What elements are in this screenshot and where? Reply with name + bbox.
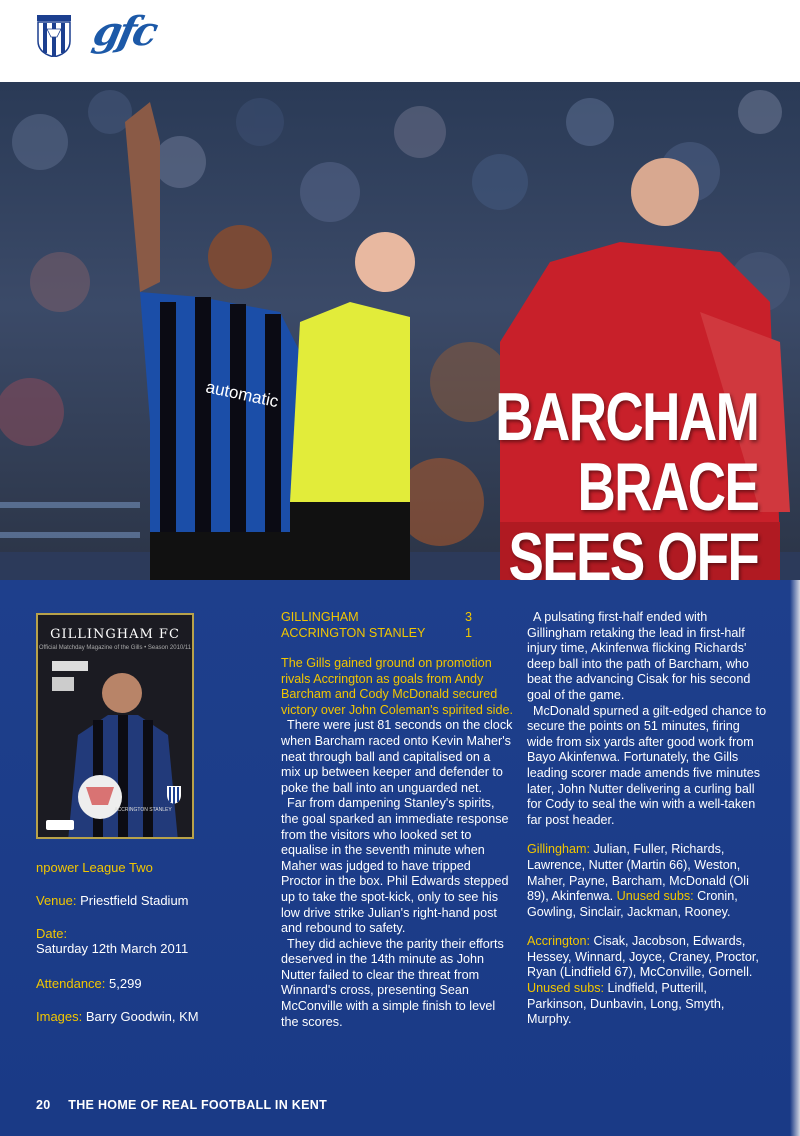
attendance-label: Attendance: xyxy=(36,976,106,991)
article-column-1 xyxy=(281,610,513,1030)
date-value: Saturday 12th March 2011 xyxy=(36,941,189,956)
gillingham-crest-icon xyxy=(37,15,71,57)
competition-name: npower League Two xyxy=(36,860,153,875)
article-paragraph: They did achieve the parity their efforts deserved in the 14th minute as John Nutter failed to clear the threat from Winnard's cross, presenting Sean McConville with a simple finish to level the scores. xyxy=(281,936,504,1029)
away-score: 1 xyxy=(465,626,473,640)
venue xyxy=(36,893,189,908)
footer-strapline: THE HOME OF REAL FOOTBALL IN KENT xyxy=(68,1098,328,1112)
images-label: Images: xyxy=(36,1009,83,1024)
article-paragraph: A pulsating first-half ended with Gillingham retaking the lead in first-half injury time, Akinfenwa flicking Richards' deep ball into the path of Barcham, who beat the advancing Cisak for his second goal of the game. xyxy=(527,610,751,702)
match-photo xyxy=(0,82,800,580)
home-team: GILLINGHAM xyxy=(281,610,359,624)
cover-npower-logo xyxy=(46,820,74,830)
headline-line: SEES OFF xyxy=(508,519,758,580)
cover-sponsor-badge xyxy=(52,677,74,691)
gfc-logo: gfc xyxy=(89,8,160,55)
gillingham-lineup xyxy=(527,842,767,920)
gillingham-subs-label: Unused subs: xyxy=(616,889,694,904)
accrington-players: Cisak, Jacobson, Edwards, Hessey, Winnard, Joyce, Craney, Proctor, Ryan (Lindfield 67), McConville, Gornell. xyxy=(527,934,759,980)
cover-sponsor-logo xyxy=(52,661,88,671)
gillingham-players: Julian, Fuller, Richards, Lawrence, Nutter (Martin 66), Weston, Maher, Payne, Barcham, McDonald (Oli 89), Akinfenwa. xyxy=(527,842,749,904)
accrington-subs-label: Unused subs: xyxy=(527,981,605,996)
venue-label: Venue: xyxy=(36,893,77,908)
home-score: 3 xyxy=(465,610,473,624)
page-footer xyxy=(36,1098,327,1112)
attendance xyxy=(36,976,142,991)
article-column-2 xyxy=(527,610,767,1028)
programme-cover xyxy=(36,613,194,839)
cover-title: GILLINGHAM FC xyxy=(50,627,180,642)
gillingham-subs: Cronin, Gowling, Sinclair, Jackman, Rooney. xyxy=(527,889,738,919)
attendance-value: 5,299 xyxy=(109,976,142,991)
competition xyxy=(36,860,153,875)
score-row-home xyxy=(281,610,513,626)
page-number: 20 xyxy=(36,1098,51,1112)
page-header xyxy=(0,0,800,82)
date-label: Date: xyxy=(36,926,68,941)
accrington-lineup-label: Accrington: xyxy=(527,934,590,949)
headline-line: BARCHAM xyxy=(494,379,758,455)
headline xyxy=(494,379,758,580)
article-intro: The Gills gained ground on promotion rivals Accrington as goals from Andy Barcham and Cody McDonald secured victory over John Coleman's spirited side. xyxy=(281,656,513,717)
article-paragraph: Far from dampening Stanley's spirits, the goal sparked an immediate response from the visitors who looked set to equalise in the seventh minute when Maher was judged to have tripped Proctor in the box. Phil Edwards stepped up to take the spot-kick, only to see his low drive strike Julian's right-hand post and rebound to safety. xyxy=(281,796,509,936)
article-paragraph: McDonald spurned a gilt-edged chance to secure the points on 51 minutes, firing wide from six yards after good work from Bayo Akinfenwa. Fortunately, the Gills leading scorer made amends five minutes later, John Nutter delivering a curling ball for Cody to seal the win with a well-taken far post header. xyxy=(527,703,767,827)
cover-fixture: ACCRINGTON STANLEY xyxy=(114,807,172,813)
cover-subtitle: Official Matchday Magazine of the Gills • Season 2010/11 xyxy=(38,645,192,651)
page-edge xyxy=(790,580,800,1136)
date xyxy=(36,926,188,956)
images-value: Barry Goodwin, KM xyxy=(85,1009,199,1024)
score-row-away xyxy=(281,626,513,642)
gillingham-lineup-label: Gillingham: xyxy=(527,842,590,857)
article-paragraph: There were just 81 seconds on the clock when Barcham raced onto Kevin Maher's neat through ball and capitalised on a mix up between keeper and defender to poke the ball into an unguarded net. xyxy=(281,718,513,795)
venue-value: Priestfield Stadium xyxy=(80,893,189,908)
accrington-subs: Lindfield, Putterill, Parkinson, Dunbavin, Long, Smyth, Murphy. xyxy=(527,981,725,1027)
svg-text:automatic: automatic xyxy=(204,377,281,412)
accrington-lineup xyxy=(527,934,767,1028)
cover-crest-icon xyxy=(166,785,182,805)
headline-line: BRACE xyxy=(577,449,758,525)
images-credit xyxy=(36,1009,199,1024)
away-team: ACCRINGTON STANLEY xyxy=(281,626,426,640)
